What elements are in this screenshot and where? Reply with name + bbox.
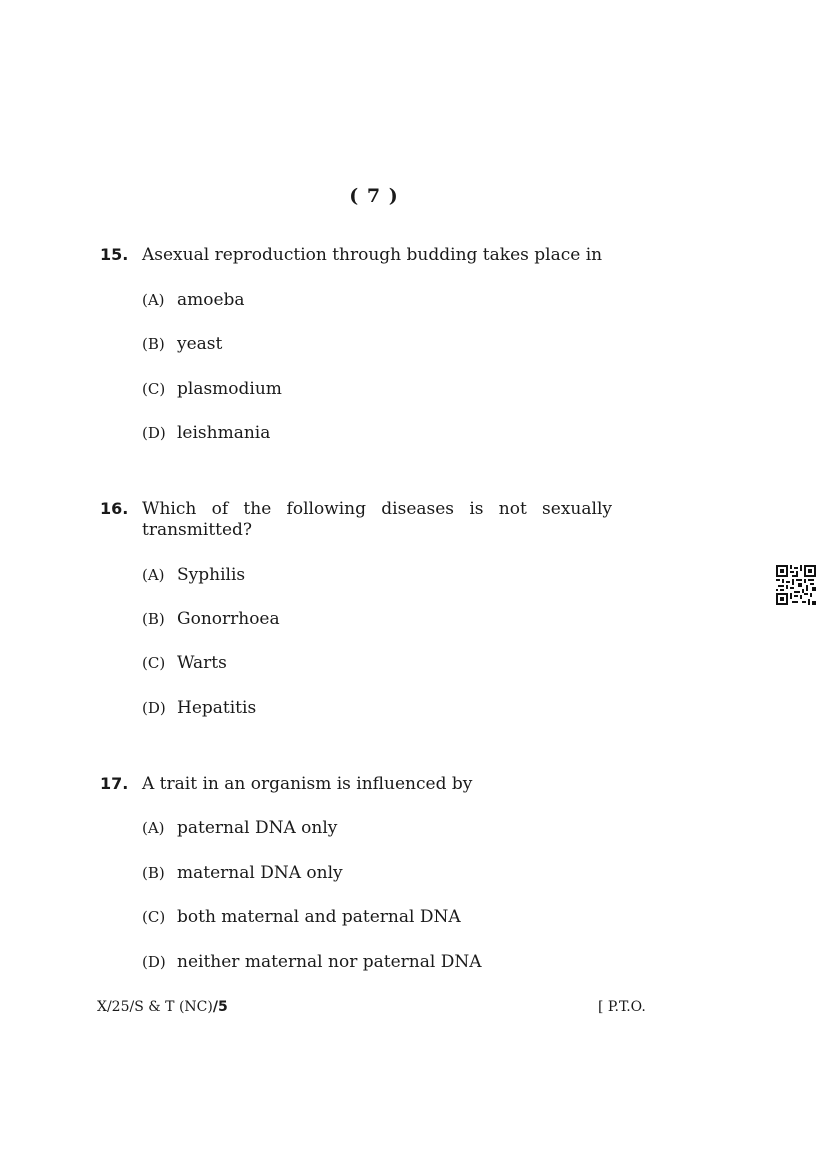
option-label: (B) bbox=[142, 864, 165, 882]
question-17 bbox=[100, 774, 612, 795]
option-label: (A) bbox=[142, 819, 165, 837]
question-text: Asexual reproduction through budding takes place in bbox=[142, 245, 603, 265]
option-text: Warts bbox=[177, 653, 227, 673]
option-label: (D) bbox=[142, 953, 166, 971]
footer-pto: [ P.T.O. bbox=[598, 999, 646, 1015]
question-15 bbox=[100, 245, 612, 266]
option-d bbox=[142, 698, 256, 718]
option-text: paternal DNA only bbox=[177, 818, 338, 838]
option-label: (C) bbox=[142, 908, 166, 926]
option-a bbox=[142, 565, 245, 585]
option-d bbox=[142, 423, 270, 443]
option-b bbox=[142, 334, 222, 354]
question-16 bbox=[100, 499, 612, 541]
footer-paper-code bbox=[97, 999, 228, 1015]
option-c bbox=[142, 379, 282, 399]
option-label: (A) bbox=[142, 566, 165, 584]
option-label: (D) bbox=[142, 424, 166, 442]
qr-code-icon bbox=[776, 565, 816, 605]
option-a bbox=[142, 290, 245, 310]
option-text: maternal DNA only bbox=[177, 863, 343, 883]
option-d bbox=[142, 952, 481, 972]
footer-set: /5 bbox=[212, 999, 228, 1015]
question-text: A trait in an organism is influenced by bbox=[142, 774, 473, 794]
option-a bbox=[142, 818, 337, 838]
question-text bbox=[142, 499, 612, 541]
page-number: ( 7 ) bbox=[349, 185, 399, 207]
question-number: 15. bbox=[100, 245, 129, 264]
option-c bbox=[142, 653, 227, 673]
option-text: yeast bbox=[177, 334, 223, 354]
question-number: 17. bbox=[100, 774, 129, 793]
option-c bbox=[142, 907, 461, 927]
question-number: 16. bbox=[100, 499, 129, 518]
question-text-line-2: transmitted? bbox=[142, 520, 253, 540]
option-label: (C) bbox=[142, 654, 166, 672]
option-label: (B) bbox=[142, 335, 165, 353]
option-text: plasmodium bbox=[177, 379, 282, 399]
question-text-line-1: Which of the following diseases is not sexually bbox=[142, 499, 612, 519]
option-b bbox=[142, 609, 280, 629]
option-text: amoeba bbox=[177, 290, 245, 310]
option-text: Gonorrhoea bbox=[177, 609, 280, 629]
option-label: (D) bbox=[142, 699, 166, 717]
option-text: Hepatitis bbox=[177, 698, 257, 718]
option-label: (B) bbox=[142, 610, 165, 628]
option-b bbox=[142, 863, 343, 883]
option-text: Syphilis bbox=[177, 565, 246, 585]
option-text: both maternal and paternal DNA bbox=[177, 907, 461, 927]
option-text: neither maternal nor paternal DNA bbox=[177, 952, 482, 972]
option-label: (C) bbox=[142, 380, 166, 398]
footer-code: X/25/S & T (NC) bbox=[97, 999, 213, 1015]
option-label: (A) bbox=[142, 291, 165, 309]
option-text: leishmania bbox=[177, 423, 271, 443]
